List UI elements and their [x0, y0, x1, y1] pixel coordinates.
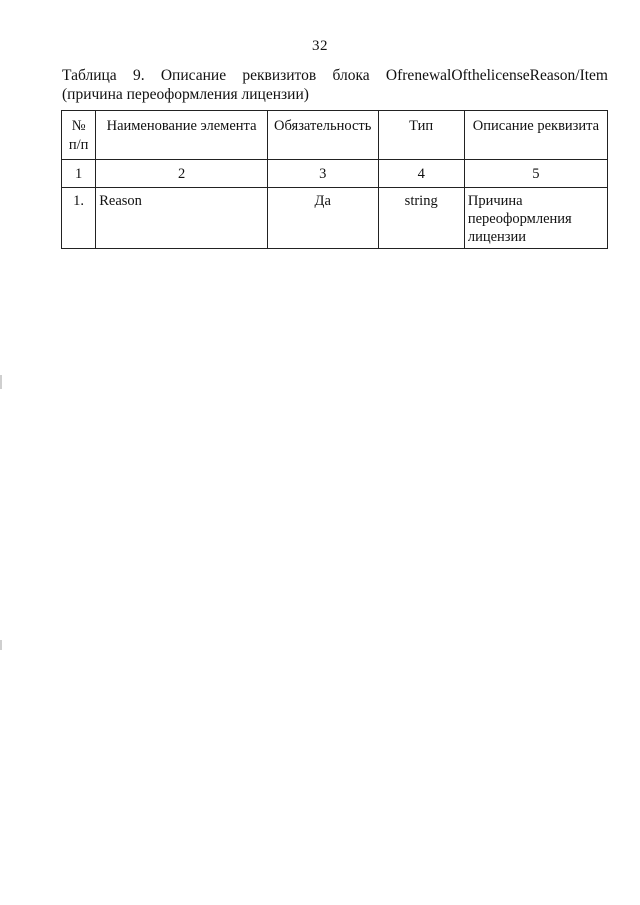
column-number-row	[62, 160, 608, 188]
column-number-3: 3	[267, 160, 378, 188]
scan-edge-mark	[0, 640, 2, 650]
header-type: Тип	[378, 111, 464, 160]
cell-number: 1.	[62, 188, 96, 249]
table-header-row	[62, 111, 608, 160]
column-number-1: 1	[62, 160, 96, 188]
column-number-5: 5	[464, 160, 607, 188]
cell-description: Причина переоформления лицензии	[464, 188, 607, 249]
cell-type: string	[378, 188, 464, 249]
scan-edge-mark	[0, 375, 2, 389]
requisites-table	[61, 110, 608, 249]
cell-element-name: Reason	[96, 188, 268, 249]
cell-required: Да	[267, 188, 378, 249]
header-required: Обязательность	[267, 111, 378, 160]
column-number-2: 2	[96, 160, 268, 188]
table-row	[62, 188, 608, 249]
header-element-name: Наименование элемента	[96, 111, 268, 160]
column-number-4: 4	[378, 160, 464, 188]
header-description: Описание реквизита	[464, 111, 607, 160]
page-number: 32	[312, 38, 328, 54]
table-caption: Таблица 9. Описание реквизитов блока OfrenewalOfthelicenseReason/Item (причина переоформления лицензии)	[62, 67, 608, 103]
header-number: № п/п	[62, 111, 96, 160]
